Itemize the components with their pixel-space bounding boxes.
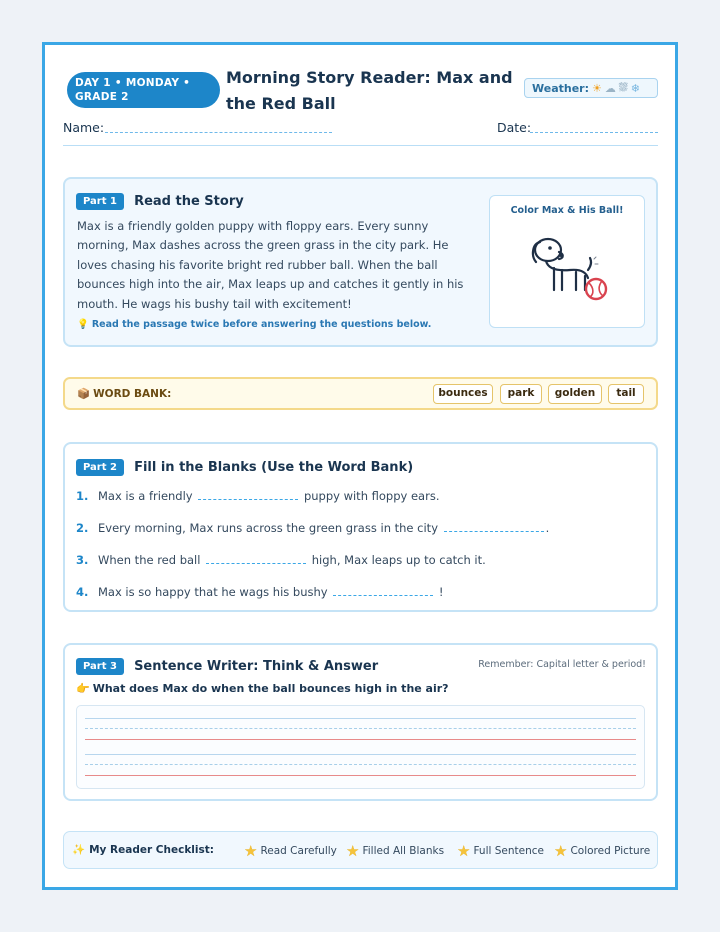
word-chip[interactable]: park [500, 384, 542, 404]
part1-heading [76, 191, 244, 210]
sparkle-icon: ✨ [72, 844, 86, 856]
checklist-item[interactable] [457, 842, 544, 860]
part2-section [63, 442, 658, 612]
part3-title: Sentence Writer: Think & Answer [134, 659, 379, 674]
checklist-item-label: Colored Picture [570, 845, 651, 857]
part3-tag: Part 3 [76, 658, 124, 675]
name-label: Name: [63, 120, 105, 135]
remember-note: Remember: Capital letter & period! [478, 659, 646, 670]
word-chip[interactable]: bounces [433, 384, 493, 404]
question-text: ! [438, 585, 444, 599]
question-text: Every morning, Max runs across the green grass in the city [98, 521, 438, 535]
word-chip[interactable]: tail [608, 384, 644, 404]
question-number: 2. [76, 521, 89, 535]
coloring-box[interactable] [489, 195, 645, 328]
star-icon[interactable]: ★ [346, 842, 360, 860]
writing-base-line [85, 739, 636, 740]
coloring-title: Color Max & His Ball! [510, 205, 624, 216]
writing-base-line [85, 775, 636, 776]
word-bank-title: WORD BANK: [93, 388, 172, 400]
header-divider [63, 145, 658, 146]
checklist-item-label: Read Carefully [260, 845, 337, 857]
writing-top-line [85, 754, 636, 755]
part1-title: Read the Story [134, 194, 244, 209]
question-text: Max is so happy that he wags his bushy [98, 585, 328, 599]
question-text: Max is a friendly [98, 489, 193, 503]
page-title: Morning Story Reader: Max and the Red Ball [226, 68, 513, 113]
story-passage: Max is a friendly golden puppy with floppy ears. Every sunny morning, Max dashes across the green grass in the city park. He loves chasing his favorite bright red rubber ball. When the ball bounces high into the air, Max leaps up and catches it gently in his mouth. He wags his bushy tail with excitement! [77, 219, 464, 311]
part1-section [63, 177, 658, 347]
rain-cloud-icon[interactable]: ⛆ [618, 81, 628, 94]
writing-mid-line [85, 728, 636, 729]
question-number: 3. [76, 553, 89, 567]
puppy-tail [588, 258, 591, 270]
checklist-item-label: Full Sentence [473, 845, 544, 857]
box-icon: 📦 [77, 388, 91, 400]
weather-box [524, 78, 658, 98]
cloud-icon[interactable]: ☁ [604, 81, 616, 95]
reader-checklist [63, 831, 658, 869]
part2-heading [76, 457, 413, 476]
date-field[interactable] [530, 132, 658, 133]
prompt-text: What does Max do when the ball bounces high in the air? [92, 682, 449, 695]
puppy-body [546, 261, 588, 278]
worksheet [42, 42, 678, 890]
question-text: When the red ball [98, 553, 201, 567]
writing-top-line [85, 718, 636, 719]
answer-blank[interactable] [206, 551, 306, 564]
writing-prompt [76, 682, 449, 695]
checklist-label [72, 843, 214, 856]
reading-tip [77, 319, 431, 330]
checklist-item[interactable] [244, 842, 337, 860]
puppy-eye [548, 246, 552, 250]
date-label: Date: [497, 120, 532, 135]
checklist-item-label: Filled All Blanks [362, 845, 445, 857]
answer-blank[interactable] [333, 583, 433, 596]
puppy-with-ball-drawing[interactable] [528, 234, 612, 304]
part1-tag: Part 1 [76, 193, 124, 210]
question-text: puppy with floppy ears. [303, 489, 440, 503]
writing-mid-line [85, 764, 636, 765]
answer-blank[interactable] [198, 487, 298, 500]
star-icon[interactable]: ★ [244, 842, 258, 860]
question-3 [76, 551, 486, 567]
question-text: high, Max leaps up to catch it. [311, 553, 486, 567]
word-chip[interactable]: golden [548, 384, 602, 404]
part2-tag: Part 2 [76, 459, 124, 476]
sun-icon[interactable]: ☀ [592, 81, 602, 95]
weather-label: Weather: [532, 81, 589, 95]
checklist-item[interactable] [346, 842, 444, 860]
star-icon[interactable]: ★ [457, 842, 471, 860]
part2-title: Fill in the Blanks (Use the Word Bank) [134, 460, 414, 475]
question-number: 4. [76, 585, 89, 599]
lightbulb-icon: 💡 [77, 319, 89, 330]
part3-heading [76, 656, 378, 675]
question-text: . [545, 521, 550, 535]
question-4 [76, 583, 444, 599]
part3-section [63, 643, 658, 801]
word-bank-label [77, 387, 171, 400]
name-field[interactable] [105, 132, 332, 133]
puppy-nose [559, 253, 563, 257]
question-2 [76, 519, 549, 535]
checklist-title: My Reader Checklist: [89, 844, 214, 856]
star-icon[interactable]: ★ [554, 842, 568, 860]
answer-blank[interactable] [444, 519, 544, 532]
question-1 [76, 487, 439, 503]
question-number: 1. [76, 489, 89, 503]
checklist-item[interactable] [554, 842, 650, 860]
tip-text: Read the passage twice before answering the questions below. [91, 319, 432, 330]
snowflake-icon[interactable]: ❄ [630, 81, 640, 95]
pointing-hand-icon: 👉 [76, 682, 90, 695]
word-bank [63, 377, 658, 410]
day-badge: DAY 1 • MONDAY • GRADE 2 [67, 72, 220, 108]
writing-area[interactable] [76, 705, 645, 789]
